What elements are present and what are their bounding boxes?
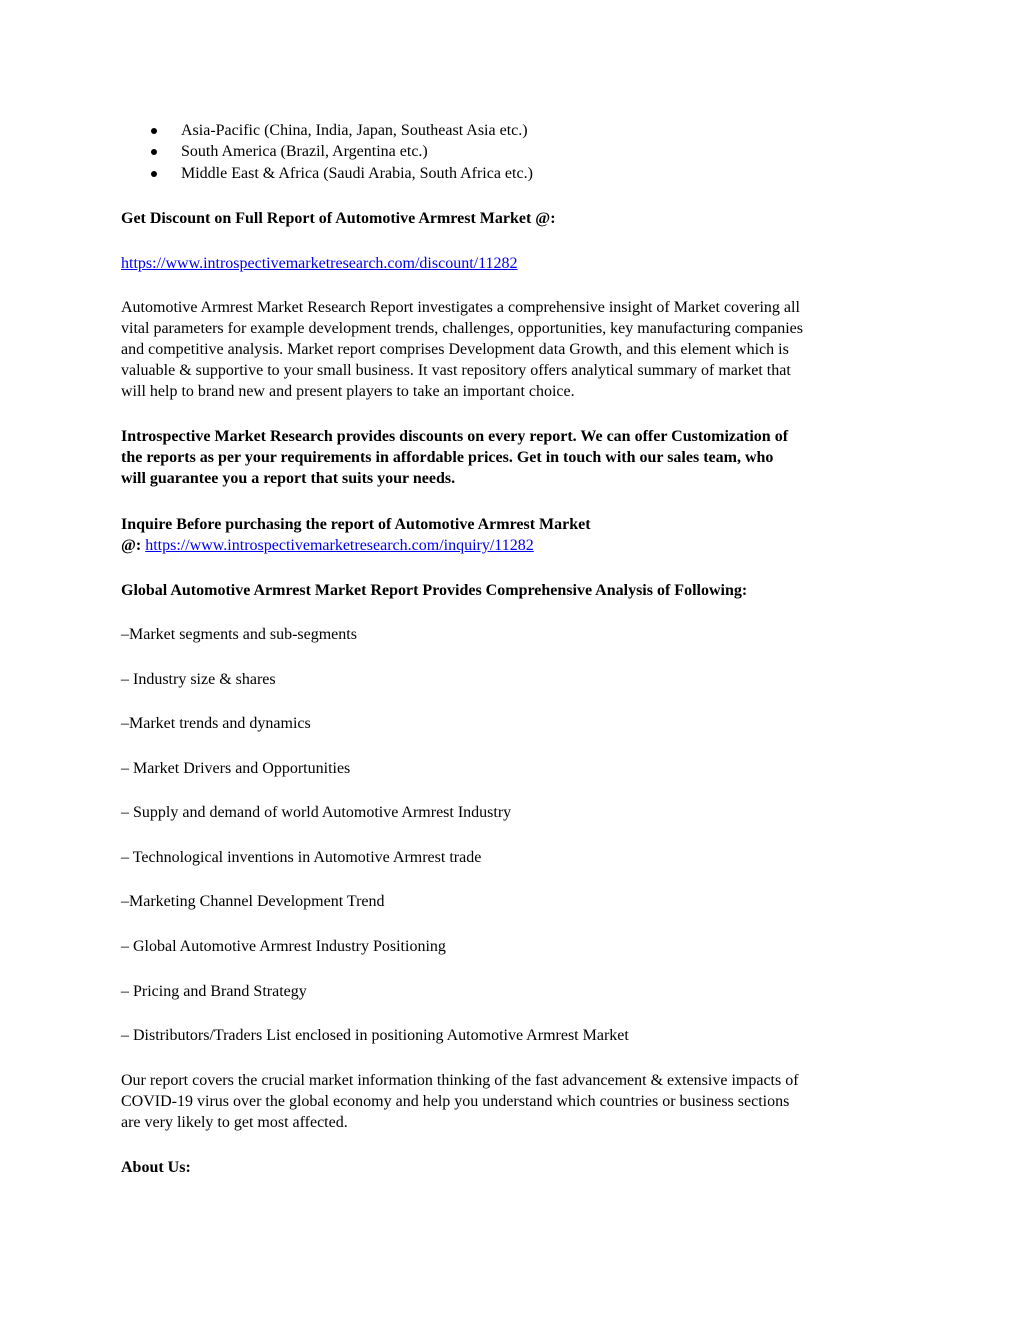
discount-link[interactable]: https://www.introspectivemarketresearch.com/discount/11282 [121, 255, 518, 272]
region-text: Middle East & Africa (Saudi Arabia, South Africa etc.) [181, 164, 533, 182]
analysis-item: –Marketing Channel Development Trend [121, 893, 385, 910]
region-list-item [121, 120, 904, 141]
discount-heading: Get Discount on Full Report of Automotive Armrest Market @: [121, 210, 556, 227]
report-line: vital parameters for example development trends, challenges, opportunities, key manufacturing companies [121, 320, 803, 337]
discount-link-line [121, 253, 904, 274]
bullet-icon [151, 128, 157, 134]
inquire-prefix: @: [121, 537, 142, 554]
analysis-item: – Supply and demand of world Automotive Armrest Industry [121, 804, 512, 821]
report-line: will help to brand new and present players to take an important choice. [121, 383, 575, 400]
bullet-icon [151, 149, 157, 155]
region-list-item [121, 163, 904, 184]
report-line: and competitive analysis. Market report comprises Development data Growth, and this element which is [121, 341, 789, 358]
bullet-icon [151, 171, 157, 177]
analysis-heading: Global Automotive Armrest Market Report Provides Comprehensive Analysis of Following: [121, 582, 748, 599]
report-line: Automotive Armrest Market Research Report investigates a comprehensive insight of Market covering all [121, 299, 800, 316]
inquire-link[interactable]: https://www.introspectivemarketresearch.com/inquiry/11282 [145, 537, 534, 554]
analysis-item: – Pricing and Brand Strategy [121, 983, 307, 1000]
covid-line: COVID-19 virus over the global economy and help you understand which countries or business sections [121, 1093, 790, 1110]
report-line: valuable & supportive to your small business. It vast repository offers analytical summary of market that [121, 362, 791, 379]
discount-offer-paragraph [121, 426, 904, 489]
analysis-item: –Market segments and sub-segments [121, 626, 357, 643]
analysis-item: – Market Drivers and Opportunities [121, 760, 351, 777]
region-list-item [121, 141, 904, 162]
inquire-link-line [121, 535, 904, 556]
analysis-item: – Industry size & shares [121, 671, 276, 688]
analysis-item: – Distributors/Traders List enclosed in positioning Automotive Armrest Market [121, 1027, 629, 1044]
analysis-item: – Global Automotive Armrest Industry Positioning [121, 938, 446, 955]
covid-line: Our report covers the crucial market information thinking of the fast advancement & extensive impacts of [121, 1072, 799, 1089]
offer-line: will guarantee you a report that suits your needs. [121, 470, 456, 487]
inquire-section [121, 514, 904, 556]
about-heading: About Us: [121, 1159, 191, 1176]
region-list [121, 120, 904, 184]
analysis-item: – Technological inventions in Automotive Armrest trade [121, 849, 482, 866]
report-paragraph [121, 297, 904, 402]
covid-paragraph [121, 1070, 904, 1133]
region-text: South America (Brazil, Argentina etc.) [181, 143, 428, 161]
offer-line: the reports as per your requirements in affordable prices. Get in touch with our sales team, who [121, 449, 774, 466]
covid-line: are very likely to get most affected. [121, 1114, 348, 1131]
offer-line: Introspective Market Research provides discounts on every report. We can offer Customization of [121, 428, 789, 445]
region-text: Asia-Pacific (China, India, Japan, Southeast Asia etc.) [181, 122, 528, 139]
inquire-heading: Inquire Before purchasing the report of Automotive Armrest Market [121, 516, 591, 533]
analysis-item: –Market trends and dynamics [121, 715, 311, 732]
